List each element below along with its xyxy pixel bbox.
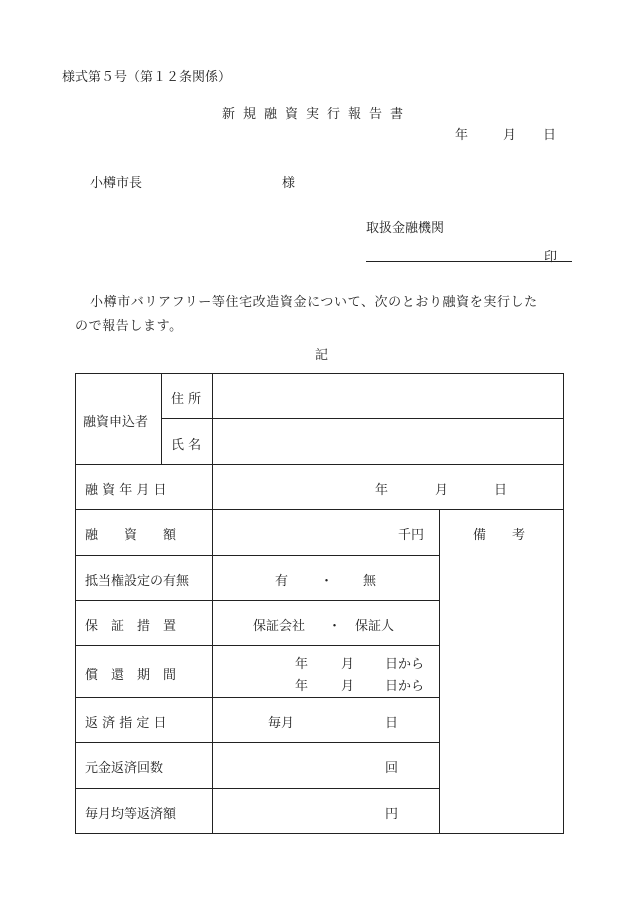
table-rule: [75, 464, 564, 465]
repay-period-day: 日から: [385, 657, 425, 672]
date-day: 日: [543, 128, 557, 143]
bank-label: 取扱金融機関: [366, 221, 445, 236]
loan-date-month: 月: [435, 483, 449, 498]
table-border-bottom: [75, 833, 564, 834]
table-rule: [75, 509, 564, 510]
table-rule: [75, 555, 439, 556]
table-border-right: [563, 373, 564, 834]
mortgage-yes: 有: [275, 574, 289, 589]
addressee: 小樽市長: [90, 176, 143, 191]
remarks-label: 備 考: [473, 528, 526, 543]
repay-period-label: 償 還 期 間: [85, 668, 177, 683]
monthly-amount-label: 毎月均等返済額: [85, 807, 177, 822]
amount-label: 融 資 額: [85, 528, 177, 543]
repay-day-unit: 日: [385, 716, 399, 731]
mortgage-dot: ・: [320, 574, 334, 589]
table-rule: [161, 373, 162, 464]
table-rule: [161, 418, 564, 419]
table-rule: [75, 788, 439, 789]
repay-period-year: 年: [295, 679, 309, 694]
seal-mark: 印: [544, 250, 558, 265]
table-border-left: [75, 373, 76, 834]
repay-period-month: 月: [341, 679, 355, 694]
mortgage-label: 抵当権設定の有無: [85, 574, 190, 589]
table-rule: [75, 645, 439, 646]
repay-period-month: 月: [341, 657, 355, 672]
name-label: 氏 名: [171, 438, 202, 453]
signature-line: [366, 261, 572, 262]
table-rule: [75, 742, 439, 743]
table-rule: [75, 697, 439, 698]
repay-period-day: 日から: [385, 679, 425, 694]
repay-day-monthly: 毎月: [268, 716, 295, 731]
address-label: 住 所: [171, 392, 202, 407]
body-line-2: ので報告します。: [75, 319, 183, 334]
principal-count-unit: 回: [385, 761, 399, 776]
monthly-amount-unit: 円: [385, 807, 399, 822]
body-line-1: 小樽市バリアフリー等住宅改造資金について、次のとおり融資を実行した: [90, 295, 538, 310]
honorific: 様: [282, 176, 296, 191]
ki-heading: 記: [315, 348, 329, 363]
applicant-label: 融資申込者: [83, 415, 149, 430]
report-table: [75, 373, 564, 834]
repay-period-year: 年: [295, 657, 309, 672]
mortgage-no: 無: [363, 574, 377, 589]
form-number: 様式第５号（第１２条関係）: [62, 70, 232, 85]
guarantee-label: 保 証 措 置: [85, 619, 177, 634]
loan-date-day: 日: [494, 483, 508, 498]
table-border-top: [75, 373, 564, 374]
repay-day-label: 返 済 指 定 日: [85, 716, 167, 731]
amount-unit: 千円: [398, 528, 425, 543]
principal-count-label: 元金返済回数: [85, 761, 164, 776]
loan-date-label: 融 資 年 月 日: [85, 483, 167, 498]
guarantee-person: 保証人: [355, 619, 395, 634]
guarantee-dot: ・: [328, 619, 342, 634]
table-rule: [75, 600, 439, 601]
date-year: 年: [455, 128, 469, 143]
table-rule: [439, 509, 440, 834]
document-title: 新規融資実行報告書: [222, 107, 412, 122]
table-rule: [212, 373, 213, 834]
guarantee-company: 保証会社: [253, 619, 306, 634]
loan-date-year: 年: [375, 483, 389, 498]
date-month: 月: [503, 128, 517, 143]
